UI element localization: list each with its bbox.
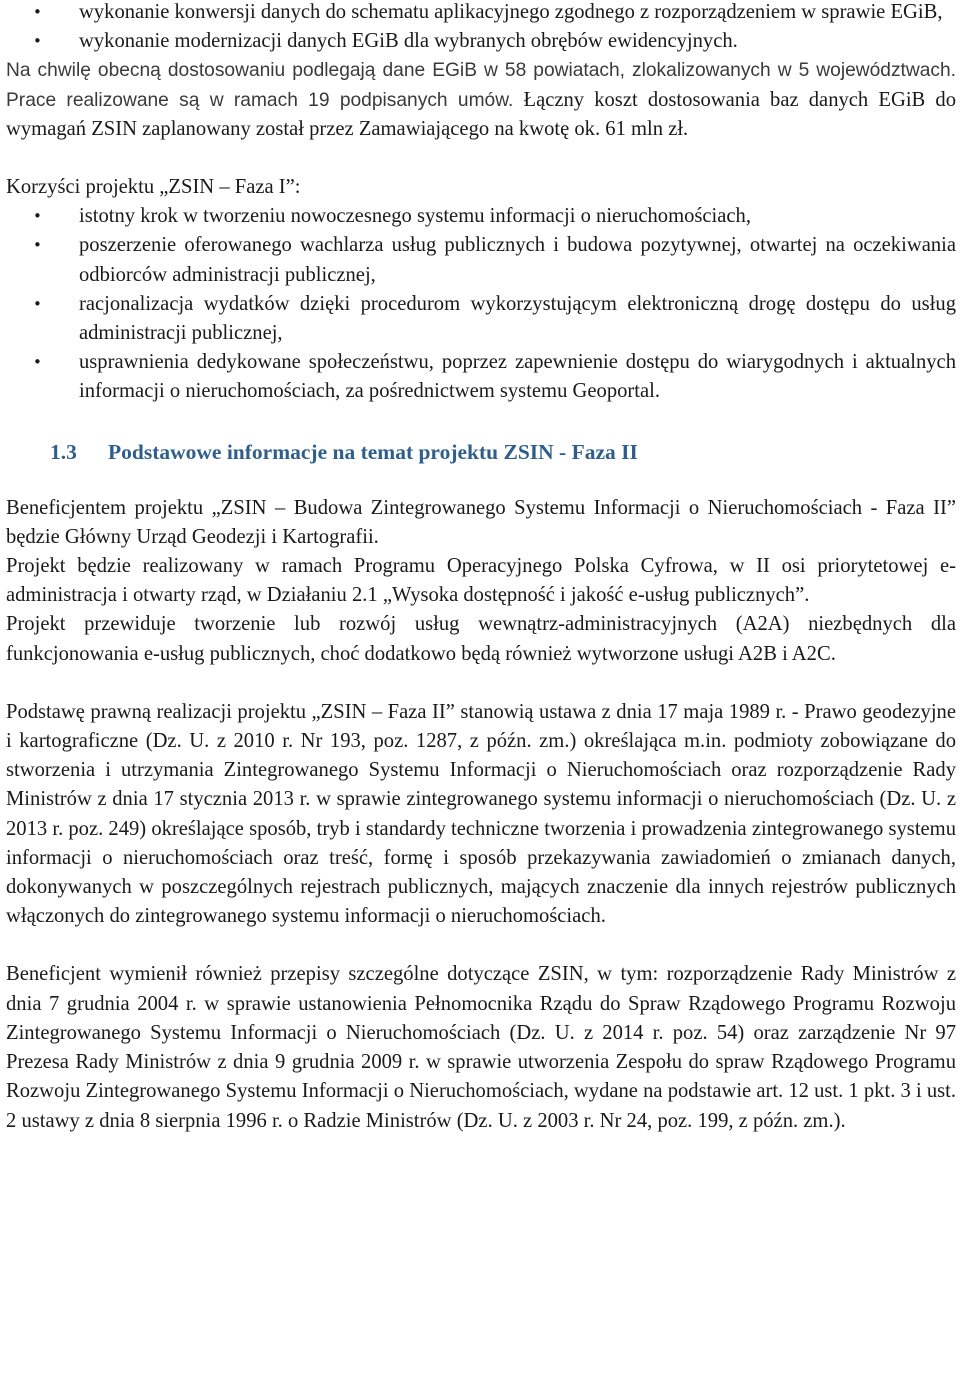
paragraph-legal-basis: Podstawę prawną realizacji projektu „ZSIN – Faza II” stanowią ustawa z dnia 17 maja 1989 r. - Prawo geodezyjne i kartograficzne (Dz. U. z 2010 r. Nr 193, poz. 1287, z późn. zm.) określająca m.in. podmioty zobowiązane do stworzenia i utrzymania Zintegrowanego Systemu Informacji o Nieruchomościach oraz rozporządzenie Rady Ministrów z dnia 17 stycznia 2013 r. w sprawie zintegrowanego systemu informacji o nieruchomościach (Dz. U. z 2013 r. poz. 249) określające sposób, tryb i standardy techniczne tworzenia i prowadzenia zintegrowanego systemu informacji o nieruchomościach oraz treść, formę i sposób przekazywania zawiadomień o zmianach danych, dokonywanych w poszczególnych rejestrach publicznych, mających znaczenie dla innych rejestrów publicznych włączonych do zintegrowanego systemu informacji o nieruchomościach. bbox=[6, 700, 956, 928]
benefits-list bbox=[6, 202, 956, 406]
list-item: • usprawnienia dedykowane społeczeństwu, poprzez zapewnienie dostępu do wiarygodnych i aktualnych informacji o nieruchomościach, za pośrednictwem systemu Geoportal. bbox=[6, 348, 956, 406]
paragraph-program: Projekt będzie realizowany w ramach Programu Operacyjnego Polska Cyfrowa, w II osi priorytetowej e-administracja i otwarty rząd, w Działaniu 2.1 „Wysoka dostępność i jakość e-usług publicznych”. bbox=[6, 555, 956, 607]
section-heading bbox=[6, 437, 956, 467]
paragraph-beneficiary: Beneficjentem projektu „ZSIN – Budowa Zintegrowanego Systemu Informacji o Nieruchomościach - Faza II” będzie Główny Urząd Geodezji i Kartografii. bbox=[6, 496, 956, 548]
paragraph-services: Projekt przewiduje tworzenie lub rozwój usług wewnątrz-administracyjnych (A2A) niezbędnych dla funkcjonowania e-usług publicznych, choć dodatkowo będą również wytworzone usługi A2B i A2C. bbox=[6, 613, 956, 665]
list-item: • racjonalizacja wydatków dzięki procedurom wykorzystującym elektroniczną drogę dostępu do usług administracji publicznej, bbox=[6, 290, 956, 348]
section-title: Podstawowe informacje na temat projektu ZSIN - Faza II bbox=[108, 439, 638, 464]
section-number: 1.3 bbox=[50, 439, 77, 464]
document-page bbox=[6, 0, 956, 1136]
paragraph-special-regulations: Beneficjent wymienił również przepisy szczególne dotyczące ZSIN, w tym: rozporządzenie Rady Ministrów z dnia 7 grudnia 2004 r. w sprawie ustanowienia Pełnomocnika Rządu do Spraw Rządowego Programu Rozwoju Zintegrowanego Systemu Informacji o Nieruchomościach (Dz. U. z 2014 r. poz. 54) oraz zarządzenie Nr 97 Prezesa Rady Ministrów z dnia 9 grudnia 2009 r. w sprawie utworzenia Zespołu do spraw Rządowego Programu Rozwoju Zintegrowanego Systemu Informacji o Nieruchomościach, wydane na podstawie art. 12 ust. 1 pkt. 3 i ust. 2 ustawy z dnia 8 sierpnia 1996 r. o Radzie Ministrów (Dz. U. z 2003 r. Nr 24, poz. 199, z późn. zm.). bbox=[6, 963, 956, 1132]
intro-paragraph bbox=[6, 56, 956, 144]
intro-sentence-sans: Na chwilę obecną dostosowaniu podlegają dane EGiB w 58 powiatach, zlokalizowanych w 5 województwach. Prace realizowane są w ramach 19 podpisanych umów. bbox=[6, 60, 956, 111]
list-item: • wykonanie konwersji danych do schematu aplikacyjnego zgodnego z rozporządzeniem w sprawie EGiB, bbox=[6, 0, 956, 27]
list-item: • istotny krok w tworzeniu nowoczesnego systemu informacji o nieruchomościach, bbox=[6, 202, 956, 231]
intro-sentence-cost: Łączny koszt dostosowania baz danych EGiB do wymagań ZSIN zaplanowany został przez Zamawiającego na kwotę ok. 61 mln zł. bbox=[6, 88, 956, 140]
benefits-title: Korzyści projektu „ZSIN – Faza I”: bbox=[6, 176, 301, 199]
list-item: • poszerzenie oferowanego wachlarza usług publicznych i budowa pozytywnej, otwartej na oczekiwania odbiorców administracji publicznej, bbox=[6, 231, 956, 289]
top-bullet-list bbox=[6, 0, 956, 56]
list-item: • wykonanie modernizacji danych EGiB dla wybranych obrębów ewidencyjnych. bbox=[6, 27, 956, 56]
